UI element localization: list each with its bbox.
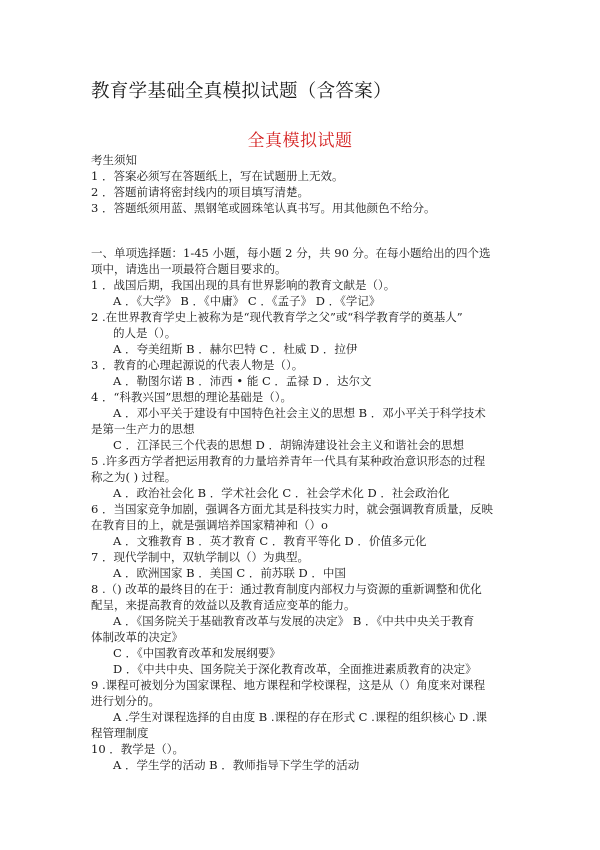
question-options-cont: 体制改革的决定》 bbox=[91, 630, 183, 644]
question-options: A ．夸美纽斯 B ．赫尔巴特 C ．杜威 D ．拉伊 bbox=[113, 342, 358, 356]
question-stem: 7 ．现代学制中，双轨学制以（）为典型。 bbox=[91, 550, 309, 564]
question-stem: 4 ．“科教兴国”思想的理论基础是（）。 bbox=[91, 390, 292, 404]
question-stem: 6 ．当国家竞争加剧，强调各方面尤其是科技实力时，就会强调教育质量，反映 bbox=[91, 502, 493, 516]
question-options: A ．《大学》 B ．《中庸》 C ．《孟子》 D ．《学记》 bbox=[113, 294, 381, 308]
question-stem: 9 .课程可被划分为国家课程、地方课程和学校课程，这是从（）角度来对课程 bbox=[91, 678, 486, 692]
question-stem-cont: 在教育目的上，就是强调培养国家精神和（）o bbox=[91, 518, 328, 532]
question-options-cont: 是第一生产力的思想 bbox=[91, 422, 195, 436]
question-stem: 5 .许多西方学者把运用教育的力量培养青年一代具有某种政治意识形态的过程 bbox=[91, 454, 486, 468]
section-intro: 项中，请选出一项最符合题目要求的。 bbox=[91, 262, 287, 276]
question-stem-cont: 进行划分的。 bbox=[91, 694, 160, 708]
exam-subtitle: 全真模拟试题 bbox=[247, 131, 353, 151]
question-options: A ．勒图尔诺 B ．沛西 • 能 C ．孟禄 D ．达尔文 bbox=[113, 374, 372, 388]
question-options: A .学生对课程选择的自由度 B .课程的存在形式 C .课程的组织核心 D .课 bbox=[113, 710, 487, 724]
section-intro: 一、单项选择题：1-45 小题，每小题 2 分，共 90 分。在每小题给出的四个选 bbox=[91, 246, 491, 260]
question-options: A ．《国务院关于基础教育改革与发展的决定》 B ．《中共中央关于教育 bbox=[113, 614, 475, 628]
notice-item: 1 ．答案必须写在答题纸上，写在试题册上无效。 bbox=[91, 169, 344, 183]
question-stem: 10 ．教学是（）。 bbox=[91, 742, 185, 756]
question-stem: 8 .（) 改革的最终目的在于：通过教育制度内部权力与资源的重新调整和优化 bbox=[91, 582, 482, 596]
question-stem-cont: 配呈，来提高教育的效益以及教育适应变革的能力。 bbox=[91, 598, 356, 612]
question-stem: 3 ．教育的心理起源说的代表人物是（）。 bbox=[91, 358, 304, 372]
question-options: A ．学生学的活动 B ．教师指导下学生学的活动 bbox=[113, 758, 360, 772]
question-stem-cont: 称之为( ) 过程。 bbox=[91, 470, 177, 484]
question-options: A ．欧洲国家 B ．美国 C ．前苏联 D ．中国 bbox=[113, 566, 346, 580]
question-options: A ．政治社会化 B ．学术社会化 C ．社会学术化 D ．社会政治化 bbox=[113, 486, 450, 500]
notice-heading: 考生须知 bbox=[91, 153, 137, 167]
notice-item: 2 ．答题前请将密封线内的项目填写清楚。 bbox=[91, 185, 309, 199]
question-stem: 2 .在世界教育学史上被称为是“现代教育学之父”或“科学教育学的奠基人” bbox=[91, 310, 463, 324]
question-stem-cont: 的人是（）。 bbox=[113, 326, 177, 340]
question-options: C ．《中国教育改革和发展纲要》 bbox=[113, 646, 281, 660]
document-title: 教育学基础全真模拟试题（含答案） bbox=[91, 81, 392, 102]
question-options: C ．江泽民三个代表的思想 D ．胡锦涛建设社会主义和谐社会的思想 bbox=[113, 438, 464, 452]
question-options: A ．文雅教育 B ．英才教育 C ．教育平等化 D ．价值多元化 bbox=[113, 534, 427, 548]
question-stem: 1 ．战国后期，我国出现的具有世界影响的教育文献是（）。 bbox=[91, 278, 396, 292]
notice-item: 3 ．答题纸须用蓝、黑钢笔或圆珠笔认真书写。用其他颜色不给分。 bbox=[91, 201, 436, 215]
question-options-cont: 程管理制度 bbox=[91, 726, 149, 740]
question-options: A ．邓小平关于建设有中国特色社会主义的思想 B ．邓小平关于科学技术 bbox=[113, 406, 486, 420]
question-options: D ．《中共中央、国务院关于深化教育改革，全面推进素质教育的决定》 bbox=[113, 662, 477, 676]
